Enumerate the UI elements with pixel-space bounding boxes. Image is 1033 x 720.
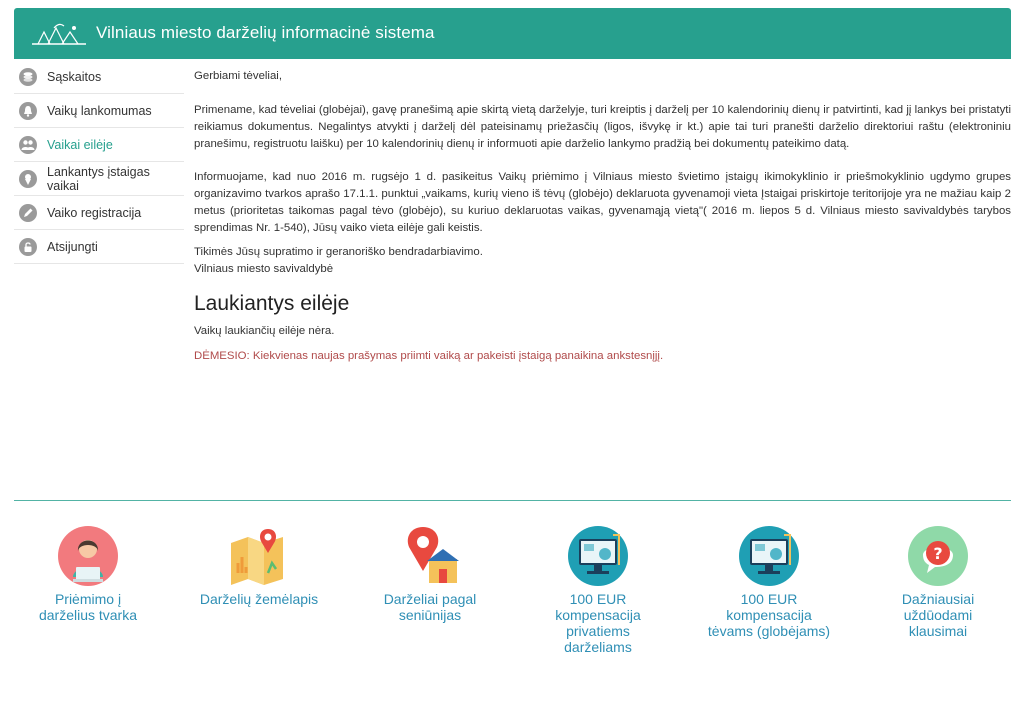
sidebar	[14, 60, 184, 264]
sidebar-item-label: Vaikai eilėje	[47, 137, 113, 152]
tile-label: Priėmimo į darželius tvarka	[38, 591, 138, 623]
tile-kindergartens-by-district[interactable]	[355, 525, 505, 623]
sidebar-item-label: Lankantys įstaigas vaikai	[47, 164, 150, 193]
kindergarten-logo-icon	[30, 20, 88, 48]
computer-icon	[738, 525, 800, 587]
tile-kindergarten-map[interactable]	[184, 525, 334, 607]
notice-content	[194, 68, 1011, 278]
sidebar-item-label: Atsijungti	[47, 239, 98, 254]
tile-label: 100 EUR kompensacija privatiems darželiams	[555, 591, 641, 655]
sidebar-item-lankomumas[interactable]	[14, 94, 184, 128]
coins-icon	[19, 68, 37, 86]
tile-label: Dažniausiai uždūodami klausimai	[901, 591, 975, 639]
sidebar-item-atsijungti[interactable]	[14, 230, 184, 264]
tile-admission-rules[interactable]	[13, 525, 163, 623]
person-pin-icon	[19, 170, 37, 188]
pencil-icon	[19, 204, 37, 222]
tile-label: Darželiai pagal seniūnijas	[383, 591, 477, 623]
signature-line: Vilniaus miesto savivaldybė	[194, 263, 334, 275]
closing-line: Tikimės Jūsų supratimo ir geranoriško bendradarbiavimo.	[194, 246, 483, 258]
sidebar-item-lankantys[interactable]	[14, 162, 184, 196]
sidebar-item-label: Sąskaitos	[47, 69, 102, 84]
sidebar-item-saskaitos[interactable]	[14, 60, 184, 94]
sidebar-item-registracija[interactable]	[14, 196, 184, 230]
svg-text:?: ?	[933, 544, 943, 563]
warning-message: DĖMESIO: Kiekvienas naujas prašymas priimti vaiką ar pakeisti įstaigą panaikina ankstesnįjį.	[194, 350, 664, 362]
tile-label: 100 EUR kompensacija tėvams (globėjams)	[707, 591, 831, 639]
people-icon	[19, 136, 37, 154]
sidebar-item-vaikai-eileje[interactable]	[14, 128, 184, 162]
app-title: Vilniaus miesto darželių informacinė sistema	[96, 23, 435, 42]
tile-faq[interactable]	[863, 525, 1013, 639]
tile-label: Darželių žemėlapis	[199, 591, 319, 607]
footer-divider	[14, 500, 1011, 501]
question-bubble-icon	[907, 525, 969, 587]
section-title: Laukiantys eilėje	[194, 292, 350, 315]
notice-paragraph-1: Primename, kad tėveliai (globėjai), gavę pranešimą apie skirtą vietą darželyje, turi kreiptis į darželį per 10 kalendorinių dienų ir patvirtinti, kad jį lankys bei pristatyti reikiamus dokumentus. Negalintys atvykti į darželį dėl pateisinamų priežasčių (ligos, išvykę ir kt.) apie tai turi pranešti darželio direktoriui raštu (elektroniniu pranešimu, registruotu laišku) per 10 kalendorinių dienų ir informuoti apie darželio lankymo pradžią bei dokumentų pateikimo datą.	[194, 104, 1011, 150]
computer-icon	[567, 525, 629, 587]
notice-paragraph-2: Informuojame, kad nuo 2016 m. rugsėjo 1 d. pasikeitus Vaikų priėmimo į Vilniaus miesto švietimo įstaigų ikimokyklinio ir priešmokyklinio ugdymo grupes organizavimo tvarkos aprašo 17.1.1. punktui „vaikams, kurių vieno iš tėvų (globėjo) deklaruota gyvenamoji vieta Įstaigai priskirtoje teritorijoje yra ne mažiau kaip 2 metus (prioritetas taikomas pagal tėvo (globėjo), su kuriuo deklaruotas vaikas, gyvenamąją vietą"( 2016 m. liepos 5 d. Vilniaus miesto savivaldybės tarybos sprendimas Nr. 1-540), Jūsų vaiko vieta eilėje gali keistis.	[194, 171, 1011, 234]
bell-icon	[19, 102, 37, 120]
map-pin-icon	[228, 525, 290, 587]
location-house-icon	[399, 525, 461, 587]
lock-icon	[19, 238, 37, 256]
sidebar-item-label: Vaiko registracija	[47, 205, 142, 220]
sidebar-item-label: Vaikų lankomumas	[47, 103, 152, 118]
greeting: Gerbiami tėveliai,	[194, 70, 282, 82]
header-bar	[14, 8, 1011, 59]
tile-compensation-parents[interactable]	[694, 525, 844, 639]
queue-empty-message: Vaikų laukiančių eilėje nėra.	[194, 325, 335, 337]
woman-laptop-icon	[57, 525, 119, 587]
tile-compensation-private[interactable]	[523, 525, 673, 655]
